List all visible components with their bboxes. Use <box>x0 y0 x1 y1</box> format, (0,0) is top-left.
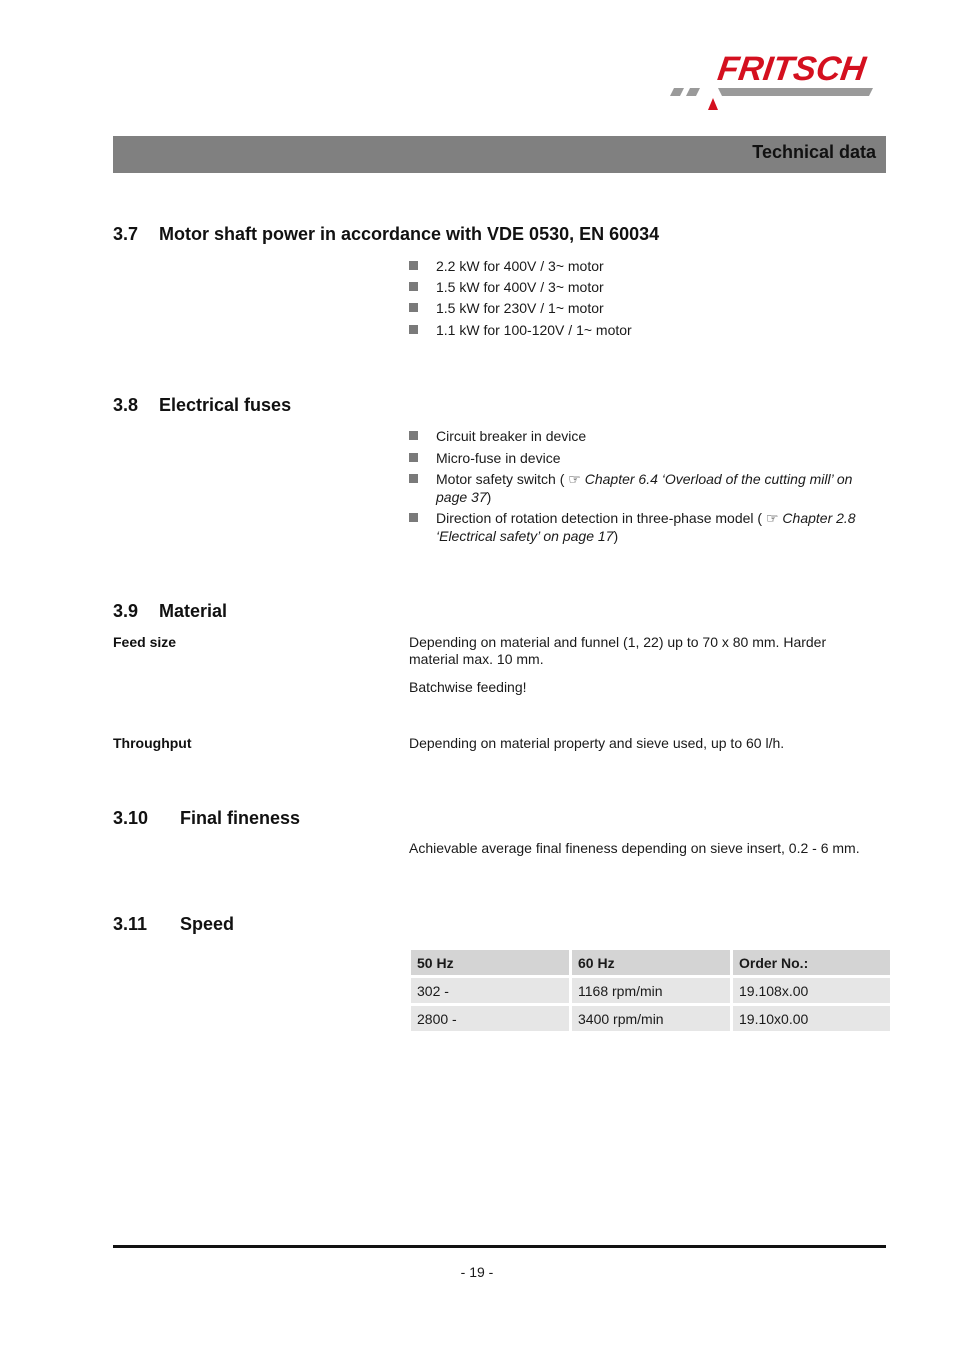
list-item: 1.5 kW for 400V / 3~ motor <box>409 278 879 296</box>
page-number: - 19 - <box>460 1264 494 1280</box>
final-fineness-text: Achievable average final fineness depending on sieve insert, 0.2 - 6 mm. <box>409 840 860 856</box>
header-title: Technical data <box>752 142 876 162</box>
list-item: 2.2 kW for 400V / 3~ motor <box>409 257 879 275</box>
throughput-text: Depending on material property and sieve used, up to 60 l/h. <box>409 735 785 751</box>
heading-3-8 <box>113 395 291 416</box>
chapter-link[interactable]: Chapter 2.8 ‘Electrical safety’ on page 17 <box>436 510 856 544</box>
table-cell: 2800 - <box>411 1006 569 1031</box>
bullet-square-icon <box>409 474 418 483</box>
table-row <box>411 1006 890 1031</box>
list-item: 1.1 kW for 100-120V / 1~ motor <box>409 321 879 339</box>
motor-power-list <box>409 257 879 339</box>
table-cell: 19.108x.00 <box>733 978 890 1003</box>
table-row <box>411 978 890 1003</box>
list-item: 1.5 kW for 230V / 1~ motor <box>409 299 879 317</box>
fritsch-logo <box>668 50 888 112</box>
list-item: Micro-fuse in device <box>409 449 885 467</box>
chapter-link[interactable]: Chapter 6.4 ‘Overload of the cutting mill’ on page 37 <box>436 471 853 505</box>
table-cell: 3400 rpm/min <box>572 1006 730 1031</box>
heading-number: 3.10 <box>113 808 149 828</box>
heading-title: Final fineness <box>180 808 301 828</box>
feed-size-note: Batchwise feeding! <box>409 679 527 695</box>
feed-size-label: Feed size <box>113 634 177 650</box>
fuses-list <box>409 427 885 545</box>
logo-stripes <box>668 50 888 112</box>
section-header-bar <box>113 136 886 173</box>
table-header-row <box>411 950 890 975</box>
table-header-cell: 60 Hz <box>572 950 730 975</box>
bullet-square-icon <box>409 453 418 462</box>
table-header-cell: 50 Hz <box>411 950 569 975</box>
hand-pointer-icon: ☞ <box>568 471 581 487</box>
logo-wordmark: FRITSCH <box>715 50 869 88</box>
bullet-square-icon <box>409 325 418 334</box>
table-header-cell: Order No.: <box>733 950 890 975</box>
list-item: Motor safety switch ( ☞ Chapter 6.4 ‘Overload of the cutting mill’ on page 37) <box>409 470 885 506</box>
heading-number: 3.11 <box>113 914 148 934</box>
bullet-square-icon <box>409 431 418 440</box>
bullet-square-icon <box>409 282 418 291</box>
heading-number: 3.8 <box>113 395 139 415</box>
heading-title: Electrical fuses <box>159 395 292 415</box>
table-cell: 1168 rpm/min <box>572 978 730 1003</box>
bullet-square-icon <box>409 303 418 312</box>
heading-title: Motor shaft power in accordance with VDE 0530, EN 60034 <box>159 224 660 244</box>
hand-pointer-icon: ☞ <box>765 510 779 526</box>
heading-number: 3.9 <box>113 601 139 621</box>
heading-3-7 <box>113 224 659 245</box>
footer-divider <box>113 1245 886 1248</box>
throughput-label: Throughput <box>113 735 192 751</box>
bullet-square-icon <box>409 261 418 270</box>
heading-3-9 <box>113 601 227 622</box>
speed-table <box>408 947 893 1034</box>
list-item: Direction of rotation detection in three-phase model ( ☞ Chapter 2.8 ‘Electrical safety’ on page 17) <box>409 509 885 545</box>
table-cell: 302 - <box>411 978 569 1003</box>
heading-3-11 <box>113 914 234 935</box>
list-item: Circuit breaker in device <box>409 427 885 445</box>
heading-number: 3.7 <box>113 224 139 244</box>
table-cell: 19.10x0.00 <box>733 1006 890 1031</box>
bullet-square-icon <box>409 513 418 522</box>
heading-title: Speed <box>180 914 235 934</box>
heading-title: Material <box>159 601 228 621</box>
feed-size-text: Depending on material and funnel (1, 22) up to 70 x 80 mm. Harder material max. 10 mm. <box>409 634 827 667</box>
heading-3-10 <box>113 808 300 829</box>
